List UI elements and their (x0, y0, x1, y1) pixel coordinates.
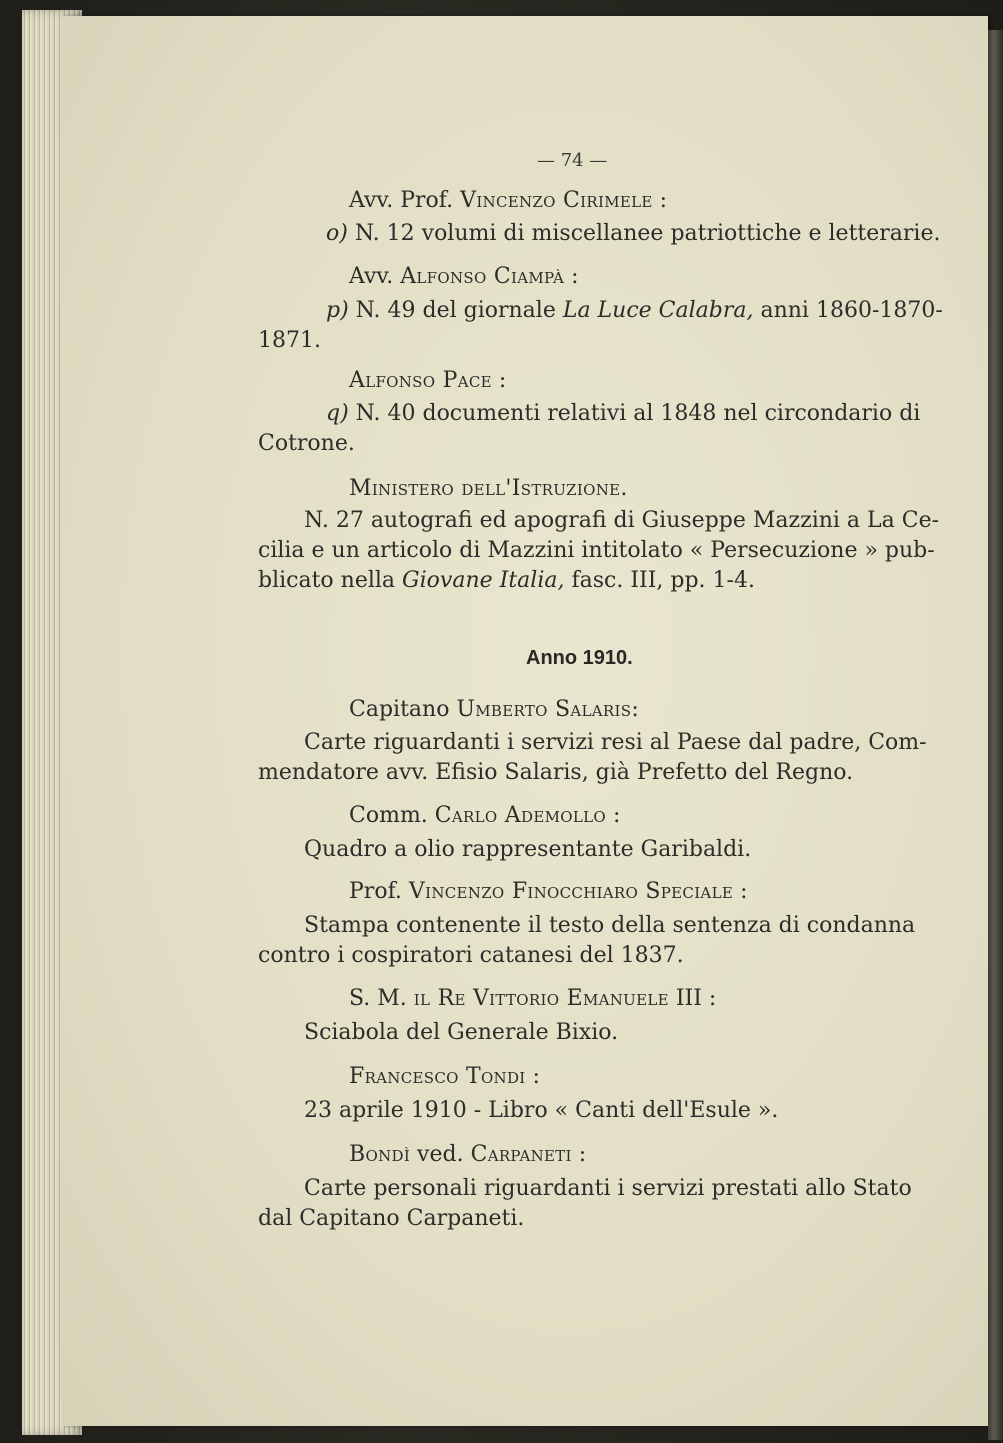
donor-name: Carpaneti (470, 1142, 572, 1167)
page-number: — 74 — (537, 150, 608, 171)
year-heading: Anno 1910. (526, 647, 633, 669)
item-letter: q) (326, 401, 349, 426)
item-line: cilia e un articolo di Mazzini intitolato « Persecuzione » pub- (258, 538, 935, 563)
donor-name: il Re Vittorio Emanuele (413, 986, 669, 1011)
donor-heading-pace: Alfonso Pace : (349, 368, 507, 393)
item-letter: p) (326, 298, 349, 323)
donor-heading-carpaneti: Bondì ved. Carpaneti : (349, 1142, 587, 1167)
item-line: mendatore avv. Efisio Salaris, già Prefetto del Regno. (258, 760, 854, 785)
item-line: q) N. 40 documenti relativi al 1848 nel circondario di (326, 401, 921, 426)
item-line: N. 27 autografi ed apografi di Giuseppe Mazzini a La Ce- (304, 508, 940, 533)
donor-heading-finocchiaro: Prof. Vincenzo Finocchiaro Speciale : (349, 879, 748, 904)
journal-title: Giovane Italia, (402, 568, 565, 593)
item-line: Sciabola del Generale Bixio. (304, 1020, 619, 1045)
item-line: Stampa contenente il testo della sentenza di condanna (304, 913, 916, 938)
donor-name: Vincenzo Finocchiaro Speciale (408, 879, 734, 904)
scan-edge-strip (988, 30, 1003, 1440)
item-line: Carte personali riguardanti i servizi prestati allo Stato (304, 1176, 912, 1201)
item-line: dal Capitano Carpaneti. (258, 1206, 525, 1231)
item-line: o) N. 12 volumi di miscellanee patriottiche e letterarie. (326, 221, 941, 246)
donor-heading-ciampa: Avv. Alfonso Ciampà : (349, 264, 579, 289)
donor-heading-ministero: Ministero dell'Istruzione. (349, 476, 628, 501)
donor-name: Umberto Salaris (456, 697, 632, 722)
donor-heading-salaris: Capitano Umberto Salaris: (349, 697, 639, 722)
item-line: contro i cospiratori catanesi del 1837. (258, 943, 684, 968)
item-continuation: Cotrone. (258, 431, 355, 456)
item-line: blicato nella Giovane Italia, fasc. III, pp. 1-4. (258, 568, 755, 593)
donor-heading-tondi: Francesco Tondi : (349, 1064, 540, 1089)
journal-title: La Luce Calabra, (562, 298, 754, 323)
item-line: Carte riguardanti i servizi resi al Paese dal padre, Com- (304, 730, 927, 755)
donor-heading-king: S. M. il Re Vittorio Emanuele III : (349, 986, 717, 1011)
item-continuation: 1871. (258, 328, 321, 353)
donor-name: Bondì (349, 1142, 411, 1167)
donor-heading-cirimele: Avv. Prof. Vincenzo Cirimele : (349, 188, 668, 213)
item-letter: o) (326, 221, 348, 246)
donor-name: Alfonso Pace (349, 368, 492, 393)
donor-name: Vincenzo Cirimele (460, 188, 653, 213)
donor-name: Francesco Tondi (349, 1064, 526, 1089)
item-line: Quadro a olio rappresentante Garibaldi. (304, 837, 752, 862)
donor-name: Alfonso Ciampà (400, 264, 565, 289)
item-line: p) N. 49 del giornale La Luce Calabra, anni 1860-1870- (326, 298, 943, 323)
item-line: 23 aprile 1910 - Libro « Canti dell'Esule ». (304, 1098, 779, 1123)
donor-name: Carlo Ademollo (434, 803, 606, 828)
donor-heading-ademollo: Comm. Carlo Ademollo : (349, 803, 621, 828)
